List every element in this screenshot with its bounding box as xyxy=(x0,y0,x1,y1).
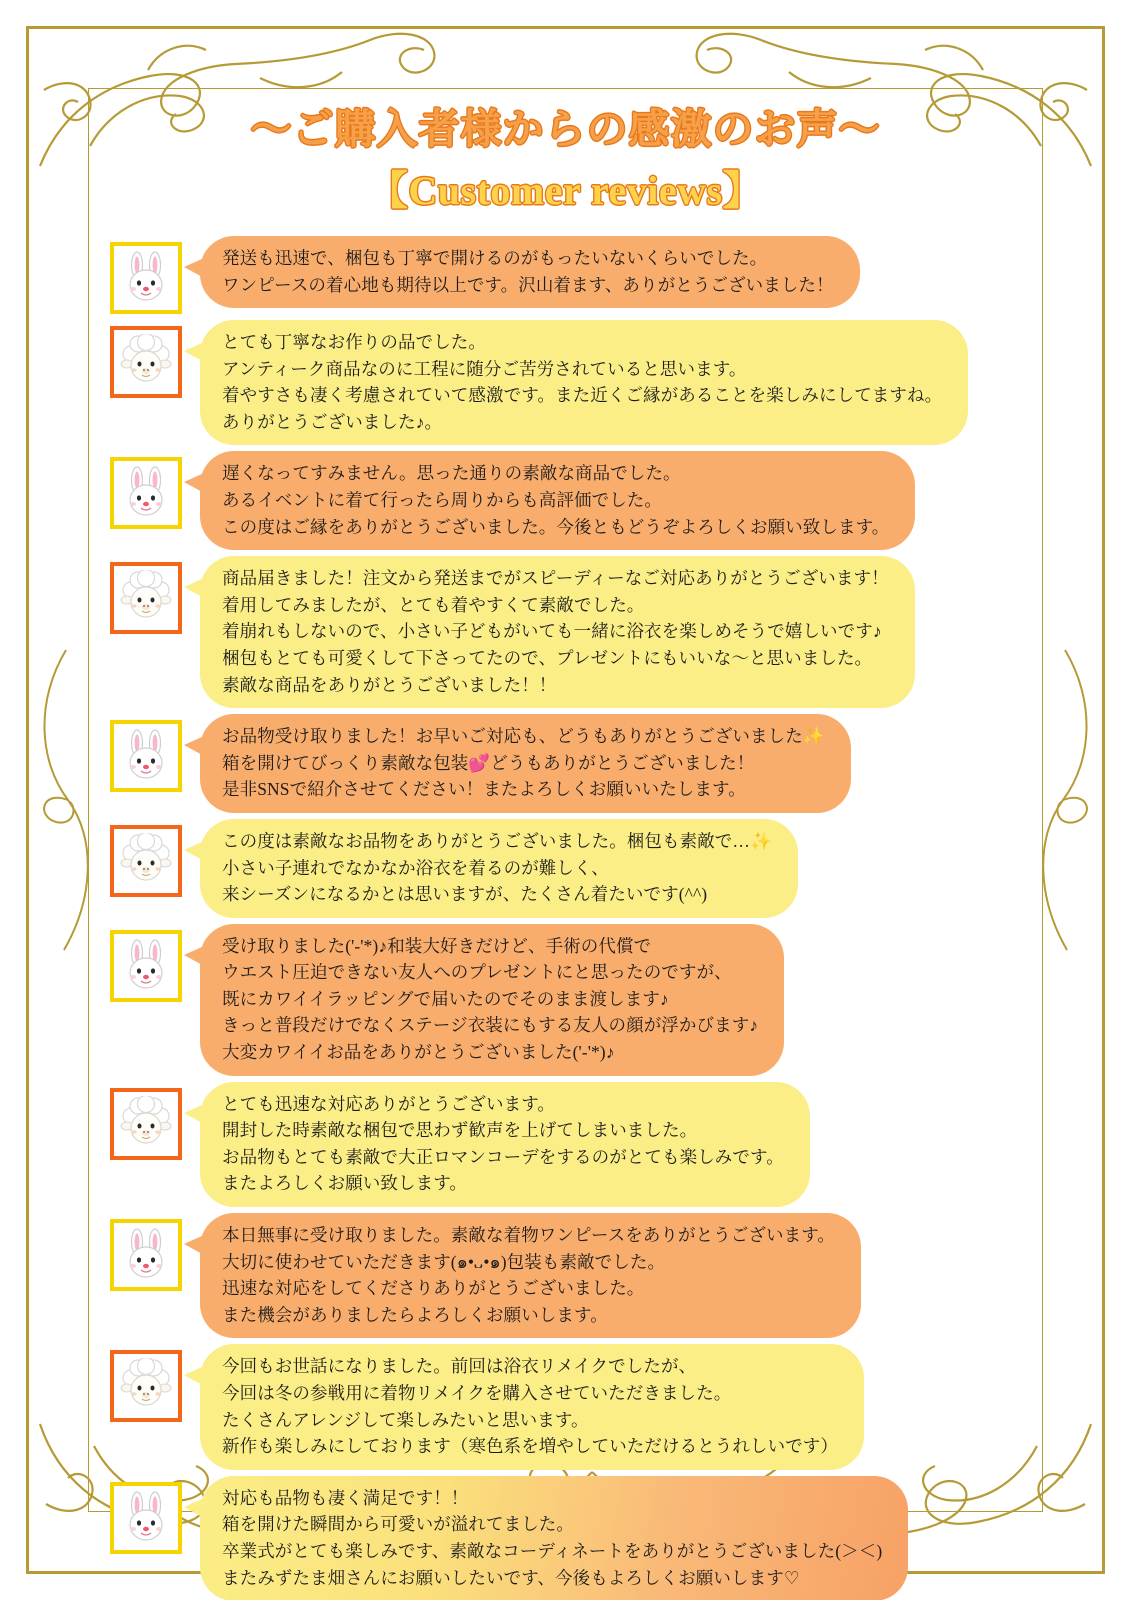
sheep-face xyxy=(118,570,174,626)
review-line: 着用してみましたが、とても着やすくて素敵でした。 xyxy=(222,594,645,615)
review-item xyxy=(110,714,1030,813)
rabbit-face xyxy=(120,728,172,784)
review-bubble xyxy=(200,819,798,918)
review-line: 着やすさも凄く考慮されていて感激です。また近くご縁があることを楽しみにしてますね。 xyxy=(222,385,943,406)
review-line: あるイベントに着て行ったら周りからも高評価でした。 xyxy=(222,489,662,510)
review-item xyxy=(110,1082,1030,1207)
review-line: 大変カワイイお品をありがとうございました('-'*)♪ xyxy=(222,1042,615,1063)
review-line: この度は素敵なお品物をありがとうございました。梱包も素敵で…✨ xyxy=(222,830,772,851)
review-line: 本日無事に受け取りました。素敵な着物ワンピースをありがとうございます。 xyxy=(222,1225,836,1246)
rabbit-icon xyxy=(110,242,182,314)
review-line: ウエスト圧迫できない友人へのプレゼントにと思ったのですが、 xyxy=(222,962,732,983)
sheep-face xyxy=(118,334,174,390)
heart-outline-emoji: ♡ xyxy=(783,1567,800,1588)
review-line: とても迅速な対応ありがとうございます。 xyxy=(222,1093,555,1114)
review-line: きっと普段だけでなくステージ衣装にもする友人の顔が浮かびます♪ xyxy=(222,1015,759,1036)
title-english: 【Customer reviews】 xyxy=(367,168,764,214)
review-line: 是非SNSで紹介させてください！またよろしくお願いいたします。 xyxy=(222,779,746,800)
review-line: 箱を開けた瞬間から可愛いが溢れてました。 xyxy=(222,1514,574,1535)
sheep-icon xyxy=(110,562,182,634)
review-line: 迅速な対応をしてくださりありがとうございました。 xyxy=(222,1278,645,1299)
review-bubble xyxy=(200,1476,908,1600)
rabbit-face xyxy=(120,1227,172,1283)
review-line: またよろしくお願い致します。 xyxy=(222,1173,467,1194)
sheep-face xyxy=(118,1096,174,1152)
rabbit-icon xyxy=(110,720,182,792)
sheep-face xyxy=(118,1358,174,1414)
review-item xyxy=(110,236,1030,314)
review-bubble xyxy=(200,1213,861,1338)
review-line: ワンピースの着心地も期待以上です。沢山着ます、ありがとうございました！ xyxy=(222,274,834,295)
review-bubble xyxy=(200,556,915,708)
review-line: 商品届きました！注文から発送までがスピーディーなご対応ありがとうございます！ xyxy=(222,568,889,589)
review-line: とても丁寧なお作りの品でした。 xyxy=(222,332,486,352)
rabbit-icon xyxy=(110,1219,182,1291)
review-line: この度はご縁をありがとうございました。今後ともどうぞよろしくお願い致します。 xyxy=(222,516,890,537)
sparkle-emoji: ✨ xyxy=(802,726,825,747)
rabbit-icon xyxy=(110,457,182,529)
review-line: 対応も品物も凄く満足です！！ xyxy=(222,1487,469,1508)
review-item xyxy=(110,451,1030,550)
review-bubble xyxy=(200,451,915,550)
review-item xyxy=(110,1476,1030,1600)
review-item xyxy=(110,1344,1030,1469)
review-line: 今回もお世話になりました。前回は浴衣リメイクでしたが、 xyxy=(222,1356,697,1377)
review-line: 発送も迅速で、梱包も丁寧で開けるのがもったいないくらいでした。 xyxy=(222,248,768,268)
heart-emoji: 💕 xyxy=(468,752,491,773)
review-item xyxy=(110,1213,1030,1338)
page-title xyxy=(0,104,1131,216)
review-bubble xyxy=(200,714,851,813)
review-line: 着崩れもしないので、小さい子どもがいても一緒に浴衣を楽しめそうで嬉しいです♪ xyxy=(222,621,882,642)
review-line: またみずたま畑さんにお願いしたいです、今後もよろしくお願いします♡ xyxy=(222,1567,800,1588)
review-bubble xyxy=(200,924,784,1076)
review-line: たくさんアレンジして楽しみたいと思います。 xyxy=(222,1409,589,1430)
rabbit-icon xyxy=(110,1482,182,1554)
sheep-icon xyxy=(110,326,182,398)
review-line: 来シーズンになるかとは思いますが、たくさん着たいです(^^) xyxy=(222,884,708,905)
title-japanese: 〜ご購入者様からの感激のお声〜 xyxy=(250,106,881,152)
review-line: 梱包もとても可愛くして下さってたので、プレゼントにもいいな〜と思いました。 xyxy=(222,647,873,668)
review-line: 遅くなってすみません。思った通りの素敵な商品でした。 xyxy=(222,463,681,484)
review-item xyxy=(110,320,1030,445)
rabbit-face xyxy=(120,250,172,306)
review-bubble xyxy=(200,236,860,308)
review-bubble xyxy=(200,1082,810,1207)
review-line: 新作も楽しみにしております（寒色系を増やしていただけるとうれしいです） xyxy=(222,1436,838,1457)
review-bubble xyxy=(200,1344,864,1469)
reviews-list xyxy=(110,236,1030,1600)
rabbit-face xyxy=(120,1490,172,1546)
review-line: 箱を開けてびっくり素敵な包装💕どうもありがとうございました！ xyxy=(222,752,755,773)
review-line: 素敵な商品をありがとうございました！！ xyxy=(222,674,557,695)
rabbit-icon xyxy=(110,930,182,1002)
review-line: 大切に使わせていただきます(๑•᎑•๑)包装も素敵でした。 xyxy=(222,1251,666,1272)
review-line: 既にカワイイラッピングで届いたのでそのまま渡します♪ xyxy=(222,988,669,1009)
sheep-face xyxy=(118,833,174,889)
review-line: お品物受け取りました！お早いご対応も、どうもありがとうございました✨ xyxy=(222,726,825,747)
review-line: アンティーク商品なのに工程に随分ご苦労されていると思います。 xyxy=(222,358,747,379)
rabbit-face xyxy=(120,465,172,521)
sheep-icon xyxy=(110,825,182,897)
rabbit-face xyxy=(120,938,172,994)
sheep-icon xyxy=(110,1350,182,1422)
review-line: 小さい子連れでなかなか浴衣を着るのが難しく、 xyxy=(222,857,609,878)
sheep-icon xyxy=(110,1088,182,1160)
review-item xyxy=(110,924,1030,1076)
review-line: 開封した時素敵な梱包で思わず歓声を上げてしまいました。 xyxy=(222,1120,698,1141)
review-item xyxy=(110,819,1030,918)
review-line: また機会がありましたらよろしくお願いします。 xyxy=(222,1304,608,1325)
sparkle-emoji: ✨ xyxy=(750,830,772,851)
review-line: 受け取りました('-'*)♪和装大好きだけど、手術の代償で xyxy=(222,935,652,956)
review-line: ありがとうございました♪。 xyxy=(222,411,443,432)
review-line: お品物もとても素敵で大正ロマンコーデをするのがとても楽しみです。 xyxy=(222,1146,784,1167)
review-bubble xyxy=(200,320,968,445)
review-item xyxy=(110,556,1030,708)
review-line: 今回は冬の参戦用に着物リメイクを購入させていただきました。 xyxy=(222,1383,732,1403)
review-line: 卒業式がとても楽しみです、素敵なコーディネートをありがとうございました(＞＜) xyxy=(222,1540,883,1561)
